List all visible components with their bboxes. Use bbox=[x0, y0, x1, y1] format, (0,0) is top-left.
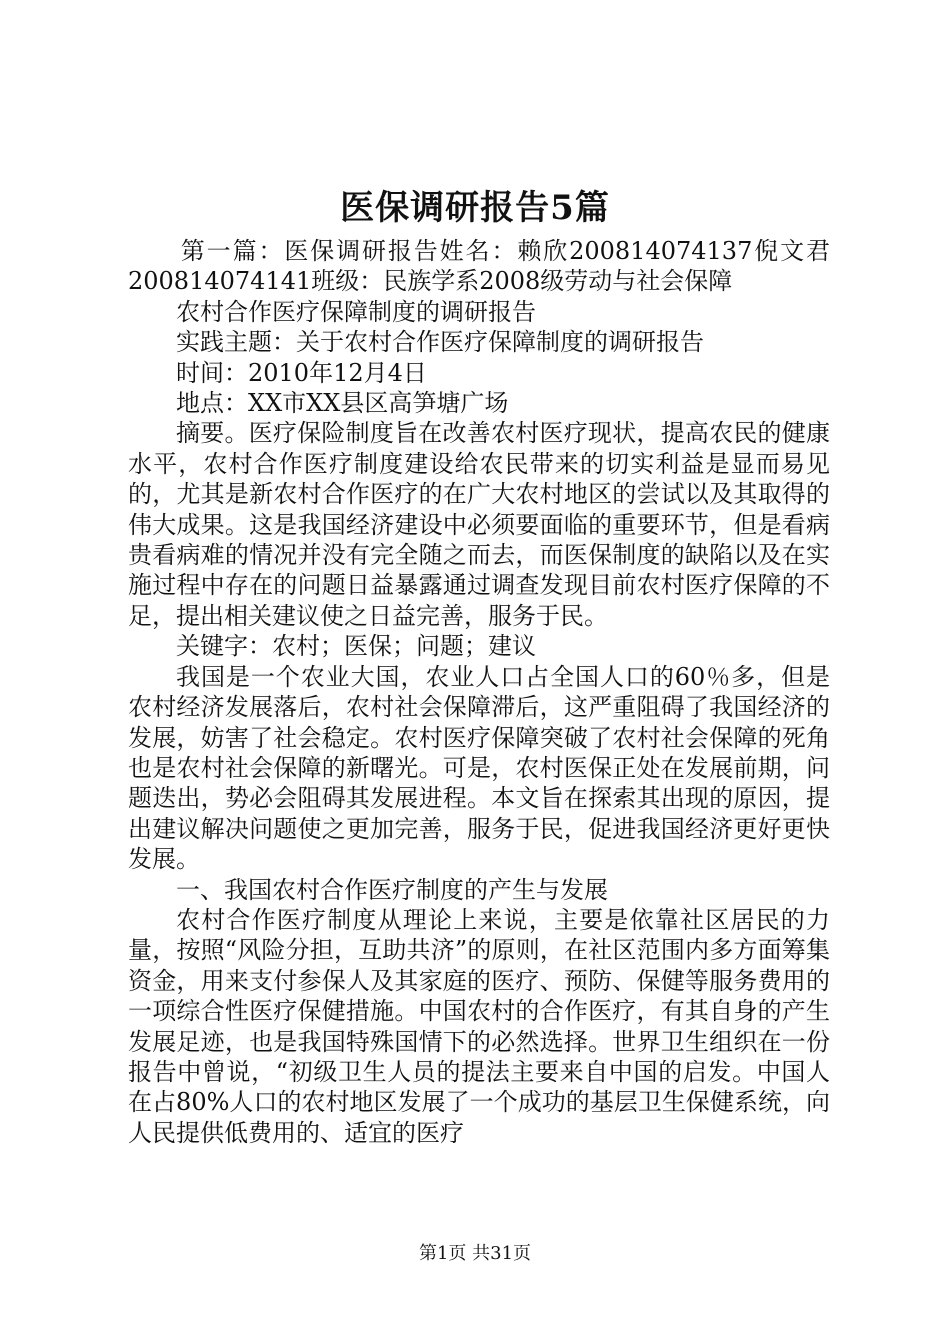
paragraph-keywords: 关键字：农村；医保；问题；建议 bbox=[176, 632, 536, 661]
paragraph-section-body: 农村合作医疗制度从理论上来说，主要是依靠社区居民的力量，按照“风险分担，互助共济”的原则，在社区范围内多方面筹集资金，用来支付参保人及其家庭的医疗、预防、保健等服务费用的一项综合性医疗保健措施。中国农村的合作医疗，有其自身的产生发展足迹，也是我国特殊国情下的必然选择。世界卫生组织在一份报告中曾说，“初级卫生人员的提法主要来自中国的启发。中国人在占80%人口的农村地区发展了一个成功的基层卫生保健系统，向人民提供低费用的、适宜的医疗 bbox=[128, 905, 830, 1147]
section-heading: 一、我国农村合作医疗制度的产生与发展 bbox=[176, 875, 608, 904]
paragraph-background: 我国是一个农业大国，农业人口占全国人口的60％多，但是农村经济发展落后，农村社会保障滞后，这严重阻碍了我国经济的发展，妨害了社会稳定。农村医疗保障突破了农村社会保障的死角也是农村社会保障的新曙光。可是，农村医保正处在发展前期，问题迭出，势必会阻碍其发展进程。本文旨在探索其出现的原因，提出建议解决问题使之更加完善，服务于民，促进我国经济更好更快发展。 bbox=[128, 662, 830, 874]
document-title: 医保调研报告5篇 bbox=[340, 188, 610, 228]
paragraph-location: 地点：XX市XX县区高笋塘广场 bbox=[176, 389, 509, 418]
paragraph-abstract: 摘要。医疗保险制度旨在改善农村医疗现状，提高农民的健康水平，农村合作医疗制度建设给农民带来的切实利益是显而易见的，尤其是新农村合作医疗的在广大农村地区的尝试以及其取得的伟大成果。这是我国经济建设中必须要面临的重要环节，但是看病贵看病难的情况并没有完全随之而去，而医保制度的缺陷以及在实施过程中存在的问题日益暴露通过调查发现目前农村医疗保障的不足，提出相关建议使之日益完善，服务于民。 bbox=[128, 419, 830, 630]
document-body bbox=[128, 236, 830, 1148]
paragraph-intro: 第一篇：医保调研报告姓名：赖欣200814074137倪文君200814074141班级：民族学系2008级劳动与社会保障 bbox=[128, 237, 830, 296]
page-number: 第1页 共31页 bbox=[418, 1243, 532, 1264]
paragraph-theme: 实践主题：关于农村合作医疗保障制度的调研报告 bbox=[176, 328, 704, 357]
paragraph-time: 时间：2010年12月4日 bbox=[176, 358, 427, 387]
paragraph-report-title: 农村合作医疗保障制度的调研报告 bbox=[176, 297, 536, 326]
